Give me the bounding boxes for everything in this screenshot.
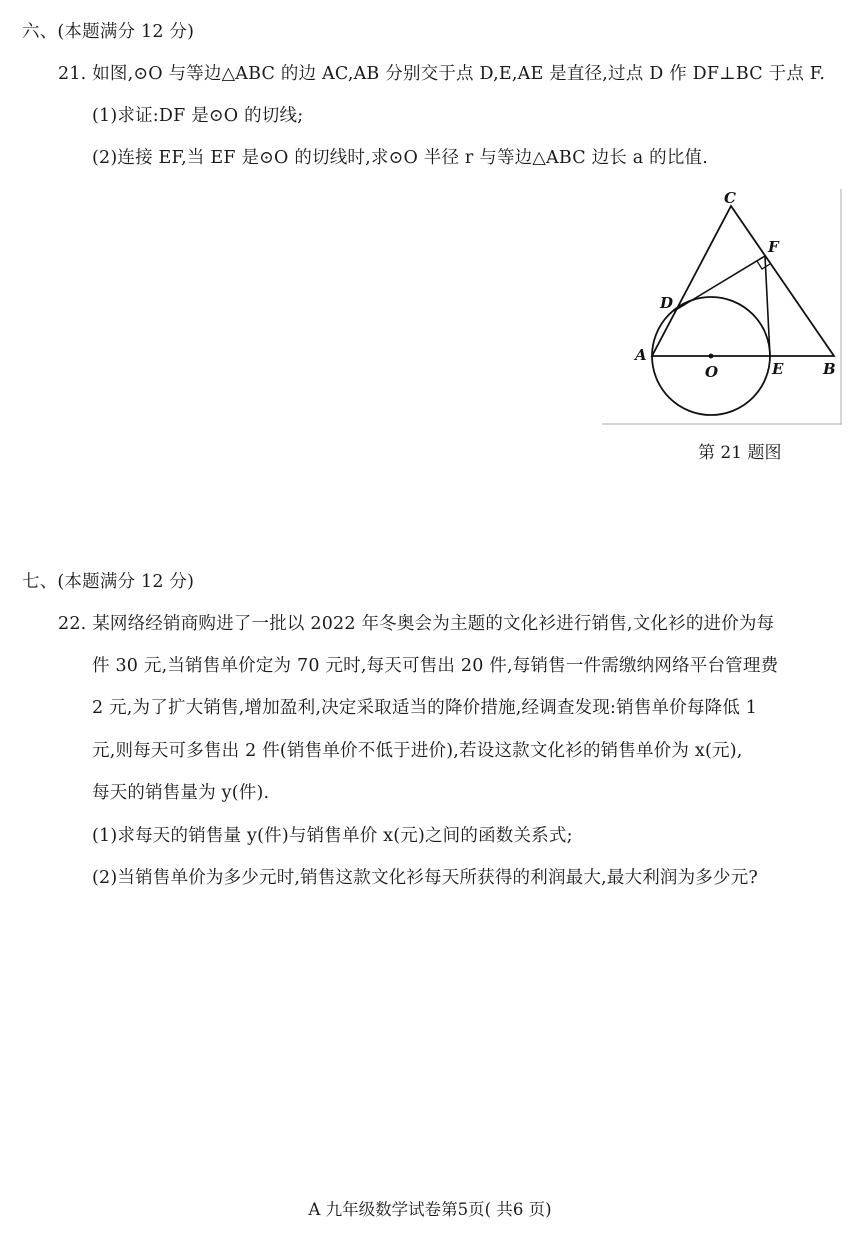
triangle-abc bbox=[652, 206, 834, 356]
label-e: E bbox=[772, 360, 784, 378]
question-21-part2: (2)连接 EF,当 EF 是⊙O 的切线时,求⊙O 半径 r 与等边△ABC 边长 a 的比值. bbox=[92, 148, 709, 168]
question-22-line4: 元,则每天可多售出 2 件(销售单价不低于进价),若设这款文化衫的销售单价为 x(元), bbox=[92, 741, 743, 761]
figure-21 bbox=[602, 184, 842, 426]
figure-caption: 第 21 题图 bbox=[698, 443, 782, 463]
question-22-part1: (1)求每天的销售量 y(件)与销售单价 x(元)之间的函数关系式; bbox=[92, 826, 573, 846]
label-f: F bbox=[768, 238, 779, 256]
question-22-line1: 22. 某网络经销商购进了一批以 2022 年冬奥会为主题的文化衫进行销售,文化衫的进价为每 bbox=[58, 614, 775, 634]
question-21-stem: 21. 如图,⊙O 与等边△ABC 的边 AC,AB 分别交于点 D,E,AE 是直径,过点 D 作 DF⊥BC 于点 F. bbox=[58, 64, 826, 84]
geometry-figure bbox=[602, 184, 842, 426]
page-footer: A 九年级数学试卷第5页( 共6 页) bbox=[308, 1200, 552, 1219]
label-d: D bbox=[660, 294, 674, 312]
question-22-part2: (2)当销售单价为多少元时,销售这款文化衫每天所获得的利润最大,最大利润为多少元? bbox=[92, 868, 758, 888]
label-c: C bbox=[724, 189, 736, 207]
question-22-line3: 2 元,为了扩大销售,增加盈利,决定采取适当的降价措施,经调查发现:销售单价每降低 1 bbox=[92, 698, 758, 718]
section6-header: 六、(本题满分 12 分) bbox=[22, 22, 195, 42]
segment-df bbox=[674, 256, 765, 311]
question-22-line2: 件 30 元,当销售单价定为 70 元时,每天可售出 20 件,每销售一件需缴纳网络平台管理费 bbox=[92, 656, 779, 676]
section7-header: 七、(本题满分 12 分) bbox=[22, 572, 195, 592]
label-a: A bbox=[635, 346, 647, 364]
label-b: B bbox=[823, 360, 836, 378]
question-21-part1: (1)求证:DF 是⊙O 的切线; bbox=[92, 106, 304, 126]
question-22-line5: 每天的销售量为 y(件). bbox=[92, 783, 270, 803]
center-dot bbox=[709, 354, 714, 359]
label-o: O bbox=[705, 363, 719, 381]
right-angle-mark bbox=[757, 261, 770, 269]
